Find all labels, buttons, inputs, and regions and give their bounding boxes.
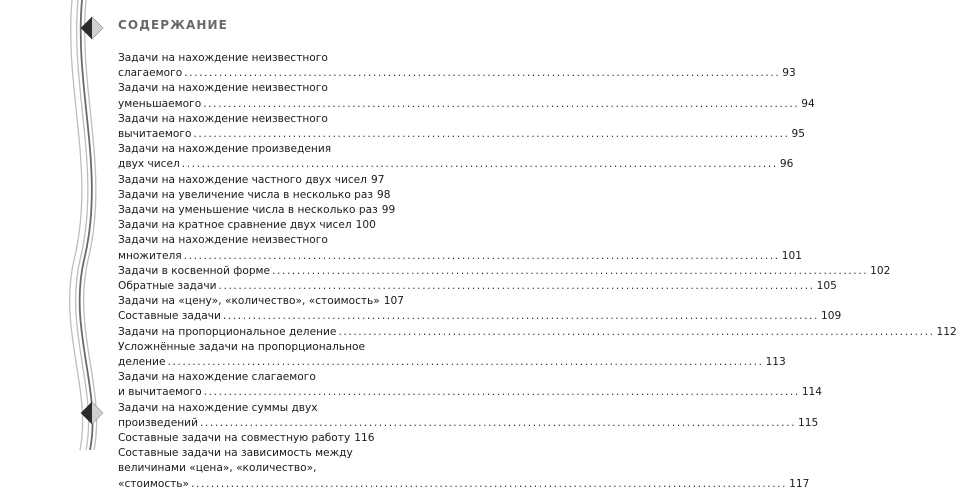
toc-entry <box>118 173 385 188</box>
toc-entry-row <box>118 173 385 188</box>
dot-leader: ........................................................................................................................ <box>338 325 935 338</box>
toc-entry-row <box>118 203 396 218</box>
toc-entry-row <box>118 157 794 172</box>
toc-entry <box>118 218 376 233</box>
table-of-contents <box>118 51 957 492</box>
toc-entry-text: Задачи на нахождение суммы двух <box>118 401 318 414</box>
dot-leader: ........................................................................................................................ <box>191 477 788 490</box>
toc-entry-row <box>118 355 786 370</box>
toc-page-number: 95 <box>791 128 806 141</box>
dot-leader: ........................................................................................................................ <box>203 97 800 110</box>
toc-entry <box>118 233 802 263</box>
toc-entry-text: Задачи на кратное сравнение двух чисел <box>118 219 352 232</box>
toc-entry-text: Задачи на нахождение частного двух чисел <box>118 173 367 186</box>
toc-entry-text: Обратные задачи <box>118 280 217 293</box>
toc-entry-row <box>118 416 819 431</box>
toc-entry <box>118 51 796 81</box>
toc-page-number: 107 <box>383 295 405 308</box>
toc-entry <box>118 325 957 340</box>
toc-page-number: 96 <box>779 158 794 171</box>
toc-entry-text: «стоимость» <box>118 477 190 490</box>
toc-entry-row <box>118 66 796 81</box>
toc-entry-text: уменьшаемого <box>118 97 202 110</box>
toc-entry <box>118 401 819 431</box>
toc-entry-text: вычитаемого <box>118 128 192 141</box>
toc-entry-row <box>118 264 891 279</box>
dot-leader: ........................................................................................................................ <box>222 310 819 323</box>
toc-page-number: 105 <box>816 280 837 293</box>
toc-entry-row <box>118 188 391 203</box>
toc-entry <box>118 340 786 370</box>
toc-entry-text: Задачи на нахождение неизвестного <box>118 52 328 64</box>
toc-page-number: 97 <box>370 173 385 186</box>
toc-page-number: 101 <box>781 249 802 262</box>
dot-leader: ........................................................................................................................ <box>199 416 797 429</box>
bottom-marker-icon <box>81 402 104 425</box>
toc-entry <box>118 264 891 279</box>
toc-entry-text: Составные задачи <box>118 310 221 323</box>
toc-entry-row <box>118 279 837 294</box>
toc-entry-text: Усложнённые задачи на пропорциональное <box>118 340 366 353</box>
toc-entry-text: Задачи на увеличение числа в несколько раз <box>118 188 374 201</box>
toc-page-number: 116 <box>354 432 375 445</box>
toc-page-number: 114 <box>801 386 823 399</box>
toc-entry-text: и вычитаемого <box>118 386 202 399</box>
toc-entry-row <box>118 385 823 400</box>
toc-page-number: 112 <box>936 325 957 338</box>
toc-entry-row <box>118 309 842 324</box>
dot-leader: ........................................................................................................................ <box>183 249 780 262</box>
toc-heading: СОДЕРЖАНИЕ <box>118 18 228 32</box>
toc-entry <box>118 294 405 309</box>
toc-entry-row <box>118 294 405 309</box>
toc-entry-row <box>118 97 815 112</box>
toc-entry-row <box>118 477 810 492</box>
toc-entry-row <box>118 431 375 446</box>
toc-entry-text: Задачи на пропорциональное деление <box>118 325 337 338</box>
toc-entry-text: величинами «цена», «количество», <box>118 462 317 475</box>
toc-entry-text: слагаемого <box>118 67 183 80</box>
dot-leader: ........................................................................................................................ <box>184 67 781 80</box>
toc-entry-text: Задачи на нахождение слагаемого <box>118 371 316 384</box>
toc-entry <box>118 81 815 111</box>
toc-page-number: 113 <box>765 356 786 369</box>
toc-entry-text: двух чисел <box>118 158 180 171</box>
toc-page-number: 100 <box>355 219 376 232</box>
toc-entry-row <box>118 218 376 233</box>
toc-entry <box>118 203 396 218</box>
toc-page-number: 115 <box>798 416 819 429</box>
toc-entry-text: Составные задачи на совместную работу <box>118 432 351 445</box>
toc-entry <box>118 279 837 294</box>
toc-entry-text: Задачи на нахождение неизвестного <box>118 82 328 95</box>
toc-page-number: 102 <box>870 264 891 277</box>
toc-page-number: 99 <box>381 204 396 217</box>
toc-entry <box>118 370 823 400</box>
dot-leader: ........................................................................................................................ <box>193 128 790 141</box>
dot-leader: ........................................................................................................................ <box>167 356 764 369</box>
toc-entry <box>118 446 810 492</box>
toc-page-number: 93 <box>782 67 796 80</box>
toc-page-number: 94 <box>801 97 815 110</box>
toc-entry-text: Задачи в косвенной форме <box>118 264 271 277</box>
toc-page-number: 117 <box>789 477 810 490</box>
toc-entry <box>118 431 375 446</box>
toc-entry-text: Задачи на уменьшение числа в несколько раз <box>118 204 378 217</box>
toc-entry-text: Задачи на нахождение неизвестного <box>118 234 328 247</box>
dot-leader: ........................................................................................................................ <box>272 264 869 277</box>
dot-leader: ........................................................................................................................ <box>181 158 778 171</box>
toc-entry-text: Задачи на «цену», «количество», «стоимость» <box>118 295 380 308</box>
toc-entry <box>118 309 842 324</box>
toc-entry-text: Задачи на нахождение неизвестного <box>118 112 328 125</box>
toc-page-number: 98 <box>377 188 391 201</box>
dot-leader: ........................................................................................................................ <box>218 280 815 293</box>
toc-entry-text: Составные задачи на зависимость между <box>118 447 353 460</box>
toc-entry <box>118 142 794 172</box>
toc-entry-row <box>118 127 806 142</box>
toc-entry-text: Задачи на нахождение произведения <box>118 143 332 156</box>
toc-page-number: 109 <box>820 310 842 323</box>
toc-entry-row <box>118 325 957 340</box>
toc-entry-row <box>118 249 802 264</box>
toc-entry <box>118 188 391 203</box>
toc-entry <box>118 112 806 142</box>
toc-entry-text: множителя <box>118 249 182 262</box>
toc-entry-text: произведений <box>118 416 198 429</box>
toc-entry-text: деление <box>118 356 166 369</box>
dot-leader: ........................................................................................................................ <box>203 386 800 399</box>
